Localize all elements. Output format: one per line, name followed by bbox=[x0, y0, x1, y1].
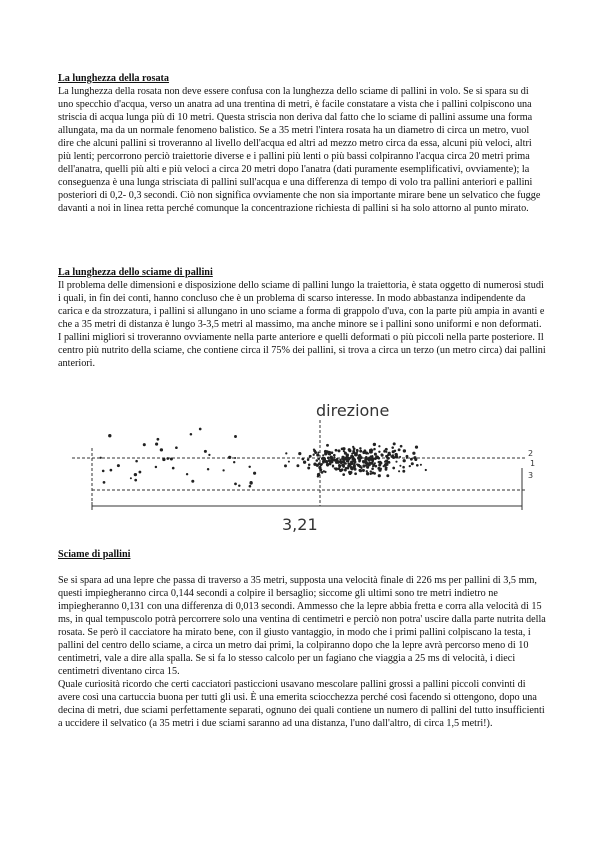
pellet-dot bbox=[317, 451, 319, 453]
pellet-dot bbox=[377, 467, 380, 470]
pellet-dot bbox=[327, 456, 330, 459]
pellet-dot bbox=[383, 450, 385, 452]
pellet-dot bbox=[402, 470, 405, 473]
pellet-dot bbox=[296, 464, 299, 467]
pellet-dot bbox=[395, 461, 397, 463]
pellet-dot bbox=[395, 456, 397, 458]
length-label: 3,21 bbox=[282, 515, 318, 534]
pellet-dot bbox=[351, 455, 354, 458]
pellet-dot bbox=[374, 465, 377, 468]
pellet-dot bbox=[391, 446, 394, 449]
pellet-dot bbox=[365, 461, 368, 464]
pellet-dot bbox=[102, 470, 105, 473]
pellet-dot bbox=[285, 452, 287, 454]
pellet-dot bbox=[368, 462, 371, 465]
pellet-dot bbox=[386, 456, 389, 459]
pellet-dot bbox=[166, 457, 169, 460]
pellet-dot bbox=[134, 479, 137, 482]
pellet-dot bbox=[365, 458, 367, 460]
pellet-dot bbox=[208, 454, 210, 456]
pellet-dot bbox=[357, 456, 360, 459]
pellet-dot bbox=[318, 462, 321, 465]
pellet-dot bbox=[349, 472, 352, 475]
section-sciame bbox=[58, 548, 546, 730]
pellet-dot bbox=[356, 449, 359, 452]
pellet-dot bbox=[100, 457, 102, 459]
pellet-dot bbox=[360, 467, 362, 469]
pellet-dot bbox=[204, 450, 207, 453]
pellet-dot bbox=[349, 457, 351, 459]
pellet-dot bbox=[333, 456, 335, 458]
pellet-dot bbox=[386, 474, 389, 477]
pellet-dot bbox=[316, 453, 319, 456]
pellet-dot bbox=[253, 472, 256, 475]
pellet-dot bbox=[353, 465, 356, 468]
pellet-dot bbox=[403, 449, 406, 452]
pellet-dot bbox=[318, 458, 320, 460]
pellet-dot bbox=[319, 468, 322, 471]
spacer bbox=[58, 561, 546, 574]
pellet-dot bbox=[374, 462, 376, 464]
pellet-dot bbox=[162, 458, 165, 461]
pellet-dot bbox=[410, 458, 413, 461]
pellet-dot bbox=[356, 463, 358, 465]
pellet-dot bbox=[316, 459, 319, 462]
pellet-dot bbox=[394, 450, 396, 452]
pellet-dot bbox=[314, 451, 317, 454]
pellet-dot bbox=[402, 466, 405, 469]
pellet-dot bbox=[170, 457, 173, 460]
pellet-dot bbox=[392, 467, 395, 470]
pellet-dot bbox=[284, 464, 287, 467]
pellet-dot bbox=[355, 452, 357, 454]
pellet-dot bbox=[307, 467, 310, 470]
pellet-dot bbox=[371, 456, 374, 459]
pellet-dot bbox=[373, 448, 376, 451]
pellet-dot bbox=[339, 464, 341, 466]
pellet-dot bbox=[350, 462, 352, 464]
paragraph: Quale curiosità ricordo che certi cacciatori pasticcioni usavano mescolare pallini grossi a pallini piccoli convinti di avere così una cartuccia buona per tutti gli usi. È una emerita sciocchezza perché così facendo si ottengono, dopo una decina di metri, due sciami perfettamente separati, ognuno dei quali contiene un numero di pallini del tutto insufficienti a uccidere il selvatico (a 35 metri i due sciami saranno ad una distanza, l'uno dall'altro, di circa 1,5 metri!). bbox=[58, 679, 545, 729]
section-rosata bbox=[58, 72, 546, 215]
pellet-dot bbox=[342, 464, 345, 467]
pellet-dot bbox=[323, 460, 325, 462]
pellet-dot bbox=[326, 464, 329, 467]
pellet-dot bbox=[398, 470, 400, 472]
pellet-dot bbox=[374, 453, 377, 456]
pellet-dot bbox=[233, 461, 235, 463]
pellet-dot bbox=[398, 448, 401, 451]
pellet-dot bbox=[400, 445, 403, 448]
pellet-dot bbox=[358, 469, 361, 472]
pellet-dot bbox=[347, 465, 350, 468]
pellet-dot bbox=[354, 472, 357, 475]
pellet-dot bbox=[322, 454, 324, 456]
pellet-dot bbox=[308, 464, 311, 467]
shot-pattern-figure bbox=[58, 398, 546, 540]
pellet-dot bbox=[249, 485, 252, 488]
pellet-dot bbox=[238, 484, 240, 486]
pellet-dot bbox=[333, 454, 336, 457]
pellet-dot bbox=[135, 460, 138, 463]
pellet-dot bbox=[369, 451, 372, 454]
pellet-dot bbox=[365, 451, 368, 454]
pellet-dot bbox=[313, 454, 315, 456]
pellet-dot bbox=[175, 446, 178, 449]
pellet-dot bbox=[416, 464, 419, 467]
pellet-dot bbox=[392, 457, 395, 460]
pellet-dot bbox=[348, 449, 351, 452]
pellet-dot bbox=[303, 461, 306, 464]
pellet-dot bbox=[331, 451, 334, 454]
pellet-dot bbox=[301, 458, 304, 461]
pellet-dot bbox=[409, 465, 411, 467]
length-dimension bbox=[92, 468, 522, 510]
pellet-dot bbox=[399, 465, 401, 467]
pellet-dot bbox=[326, 450, 329, 453]
pellet-dot bbox=[385, 451, 387, 453]
pellet-dot bbox=[373, 443, 376, 446]
pellet-dot bbox=[376, 456, 379, 459]
pellet-dot bbox=[395, 453, 398, 456]
pellet-dot bbox=[354, 461, 356, 463]
pellet-dot bbox=[389, 453, 392, 456]
pellet-dot bbox=[379, 462, 382, 465]
pellet-dot bbox=[393, 442, 396, 445]
pellet-dot bbox=[378, 445, 380, 447]
pellet-dot bbox=[309, 455, 312, 458]
pellet-dot bbox=[378, 451, 380, 453]
pellet-dot bbox=[324, 471, 326, 473]
side-label: 3 bbox=[528, 471, 534, 480]
pellet-dot bbox=[160, 448, 163, 451]
pellet-dot bbox=[411, 462, 414, 465]
pellet-dot bbox=[335, 449, 338, 452]
section-heading: La lunghezza della rosata bbox=[58, 73, 170, 84]
pellet-dot bbox=[321, 471, 324, 474]
pellet-dot bbox=[425, 469, 427, 471]
pellet-dot bbox=[143, 443, 146, 446]
pellet-dot bbox=[331, 460, 333, 462]
pellet-dot bbox=[342, 473, 345, 476]
pellet-dot bbox=[415, 446, 418, 449]
pellet-dot bbox=[362, 469, 365, 472]
shot-pattern-diagram bbox=[58, 398, 546, 540]
section-sciame-lunghezza bbox=[58, 266, 546, 370]
pellet-dot bbox=[380, 453, 383, 456]
side-label: 1 bbox=[530, 459, 536, 468]
pellet-dot bbox=[330, 457, 333, 460]
pellet-dot bbox=[336, 460, 339, 463]
pellet-dot bbox=[337, 449, 340, 452]
pellet-dot bbox=[248, 466, 250, 468]
section-heading: Sciame di pallini bbox=[58, 549, 131, 560]
pellet-dot bbox=[134, 473, 137, 476]
pellet-dot bbox=[298, 452, 301, 455]
pellet-dot bbox=[371, 468, 374, 471]
pellet-dot bbox=[353, 447, 356, 450]
pellet-dot bbox=[234, 457, 236, 459]
pellet-dot bbox=[108, 434, 111, 437]
pellet-dot bbox=[420, 464, 422, 466]
pellet-dot bbox=[207, 468, 209, 470]
pellet-dot bbox=[346, 459, 349, 462]
pellet-dot bbox=[370, 470, 372, 472]
pellet-dot bbox=[234, 435, 237, 438]
pellet-dot bbox=[345, 467, 347, 469]
pellet-dot bbox=[339, 469, 342, 472]
pellet-dot bbox=[365, 464, 367, 466]
paragraph: La lunghezza della rosata non deve essere confusa con la lunghezza dello sciame di pallini in volo. Se si spara su di uno specchio d'acqua, verso un anatra ad una trentina di metri, è facile constatare a vista che i pallini colpiscono una striscia di acqua lunga più di 10 metri. Questa striscia non deriva dal fatto che lo sciame di pallini assume una forma allungata, ma da un normale fenomeno balistico. Se a 35 metri l'intera rosata ha un diametro di circa un metro, vuol dire che alcuni pallini si troveranno al livello dell'acqua ed altri ad mezzo metro circa da essa, alcuni più veloci, altri più lenti; percorrono perciò traiettorie diverse e i pallini più lenti o più bassi colpiranno l'acqua circa 20 metri prima dell'anatra, quelli più alti e più veloci a circa 20 metri dopo l'anatra (dati puramente esemplificativi, ovviamente); la conseguenza è una lunga strisciata di pallini sull'acqua e una differenza di tempo di volo tra pallini anteriori e pallini posteriori di 0,2- 0,3 secondi. Ciò non significa ovviamente che non sia importante mirare bene un selvatico che fugge davanti a noi in linea retta perché comunque la concentrazione richiesta di pallini si ha solo attorno al punto mirato. bbox=[58, 86, 541, 214]
pellet-dot bbox=[155, 443, 158, 446]
pellet-dot bbox=[406, 455, 409, 458]
pellet-dot bbox=[332, 465, 334, 467]
pellet-dot bbox=[378, 474, 381, 477]
pellet-dot bbox=[343, 450, 345, 452]
pellet-dot bbox=[117, 464, 120, 467]
pellet-dot bbox=[228, 456, 231, 459]
pellet-dot bbox=[366, 472, 369, 475]
pellet-dot bbox=[321, 457, 324, 460]
pellet-dot bbox=[326, 444, 329, 447]
pellet-dot bbox=[172, 467, 175, 470]
pellet-dot bbox=[155, 466, 157, 468]
pellet-dot bbox=[103, 481, 106, 484]
pellet-dot bbox=[199, 428, 202, 431]
pellet-dot bbox=[307, 459, 310, 462]
pellet-dot bbox=[341, 448, 344, 451]
paragraph: Il problema delle dimensioni e disposizione dello sciame di pallini lungo la traiettoria, è stata oggetto di numerosi studi i quali, in fin dei conti, hanno concluso che è un problema di scarso interesse. In modo abbastanza indipendente da carica e da strozzatura, i pallini si allungano in uno sciame a forma di grappolo d'uva, con la parte più ampia in avanti e che a 35 metri di distanza è lungo 3-3,5 metri al massimo, ma anche minore se i pallini sono uniformi e non deformati. I pallini migliori si troveranno ovviamente nella parte anteriore e quelli deformati o più piccoli nella parte posteriore. Il centro più nutrito della sciame, che contiene circa il 75% dei pallini, si trova a circa un terzo (un metro circa) dai pallini anteriori. bbox=[58, 280, 546, 369]
direction-label: direzione bbox=[316, 401, 390, 420]
pellet-dot bbox=[191, 480, 194, 483]
pellet-dot bbox=[359, 450, 362, 453]
pellet-dot bbox=[288, 461, 290, 463]
pellet-dot bbox=[328, 459, 331, 462]
pellet-dot bbox=[110, 469, 113, 472]
pellet-dot bbox=[234, 483, 237, 486]
pellet-dot bbox=[362, 464, 365, 467]
side-label: 2 bbox=[528, 449, 534, 458]
pellet-dot bbox=[373, 472, 376, 475]
pellet-dot bbox=[372, 465, 374, 467]
pellet-dot bbox=[335, 467, 338, 470]
pellet-dot bbox=[186, 473, 188, 475]
pellet-dot bbox=[386, 461, 389, 464]
pellet-dot bbox=[414, 458, 417, 461]
pellet-dot bbox=[157, 438, 160, 441]
pellet-dot bbox=[138, 471, 141, 474]
pellet-dot bbox=[317, 475, 319, 477]
pellet-dot bbox=[412, 452, 415, 455]
pellet-dot bbox=[130, 477, 132, 479]
pellet-dot bbox=[190, 433, 193, 436]
pellet-dot bbox=[342, 460, 345, 463]
section-heading: La lunghezza dello sciame di pallini bbox=[58, 267, 213, 278]
pellet-dot bbox=[250, 481, 253, 484]
pellet-dot bbox=[342, 456, 344, 458]
pellet-dot bbox=[329, 453, 331, 455]
pellet-dot bbox=[403, 459, 406, 462]
paragraph: Se si spara ad una lepre che passa di traverso a 35 metri, supposta una velocità finale di 226 ms per pallini di 3,5 mm, questi impiegheranno circa 0,144 secondi a colpire il bersaglio; siccome gli ultimi sono tre metri indietro ne impiegheranno 0,131 con una differenza di 0,013 secondi. Ammesso che la lepre abbia fretta e corra alla velocità di 15 ms, in qual tempuscolo potrà percorrere solo una ventina di centimetri e perciò non potra' uscire dalla parte nutrita della rosata. Se però il cacciatore ha mirato bene, con il giusto vantaggio, in modo che i primi pallini colpiscano la testa, i pallini del centro dello sciame, a circa un metro dai primi, la colpiranno dopo che la lepre avrà percorso meno di 10 centimetri, vale a dire alla spalla. Se si fa lo stesso calcolo per un fagiano che viaggia a 25 ms di velocità, i dieci centimetri diventano circa 15. bbox=[58, 575, 546, 677]
pellet-dot bbox=[346, 453, 349, 456]
pellet-dot bbox=[385, 468, 388, 471]
pellet-dot bbox=[399, 456, 401, 458]
pellet-dot bbox=[222, 469, 224, 471]
pellet-dot bbox=[359, 447, 361, 449]
pellet-dot bbox=[362, 461, 365, 464]
